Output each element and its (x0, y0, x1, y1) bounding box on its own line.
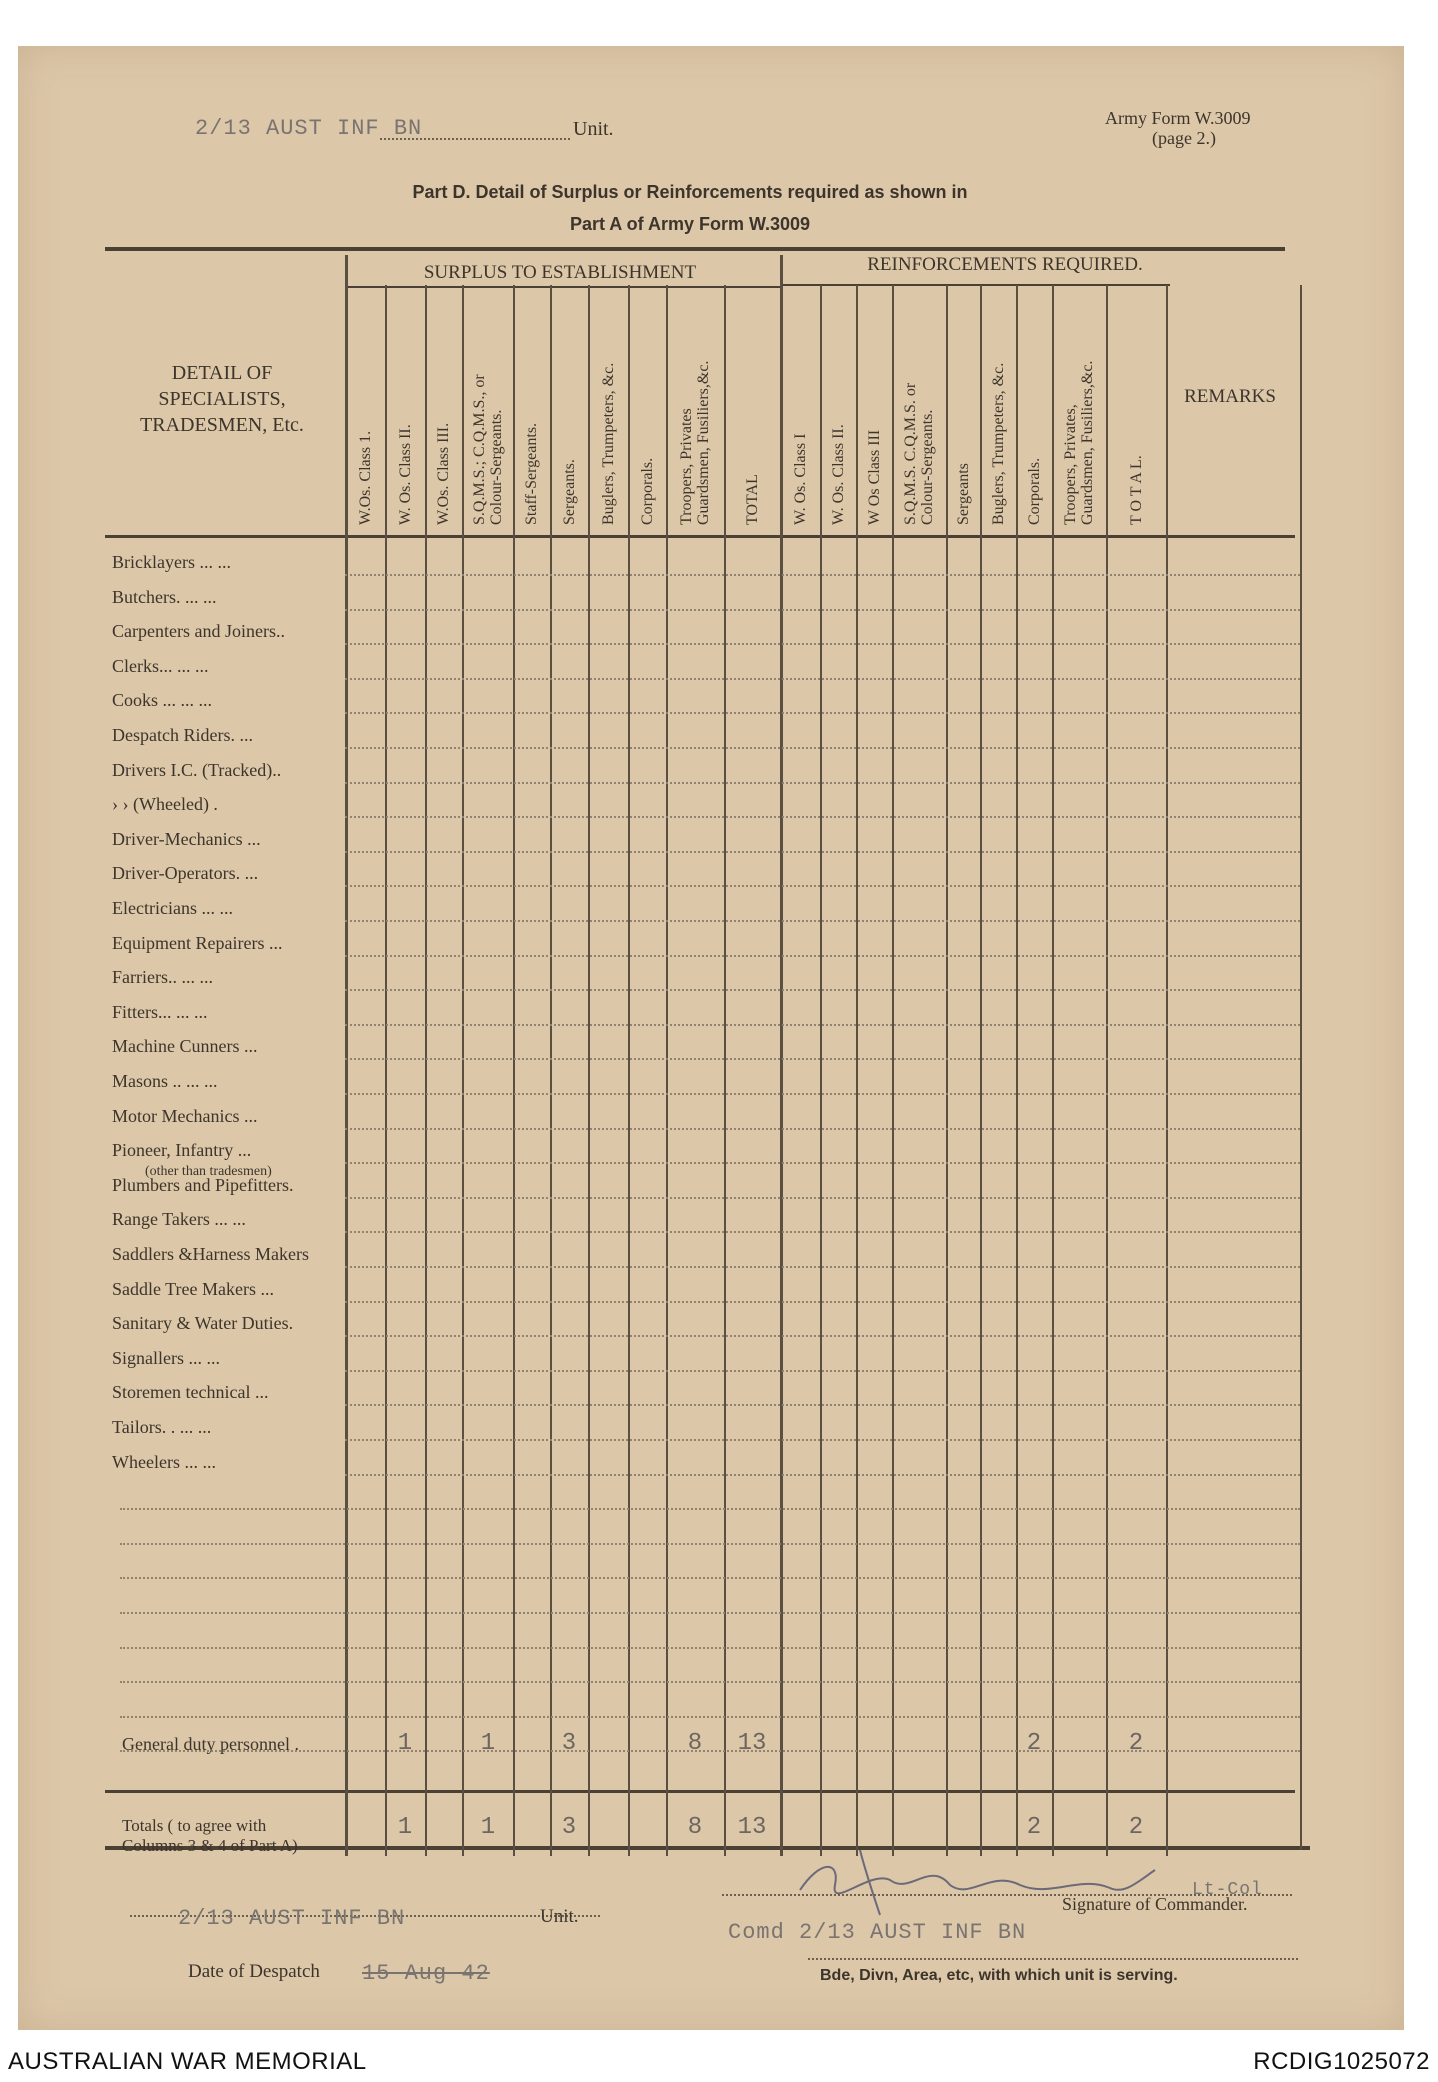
rank-typed: Lt-Col (1192, 1880, 1263, 1900)
row-rule (345, 1128, 1300, 1130)
column-rule (425, 285, 427, 1856)
column-rule (820, 285, 822, 1856)
date-typed: 15 Aug 42 (362, 1961, 490, 1986)
form-page: (page 2.) (1152, 128, 1216, 148)
bde-line (808, 1958, 1298, 1960)
form-number: Army Form W.3009 (1105, 108, 1251, 128)
row-rule (345, 1231, 1300, 1233)
row-rule (345, 747, 1300, 749)
row-rule (345, 885, 1300, 887)
reinf-col-header: Troopers, Privates, Guardsmen, Fusiliers,&c. (1062, 360, 1096, 525)
row-rule (120, 1612, 1300, 1614)
row-rule (345, 920, 1300, 922)
row-rule (345, 1370, 1300, 1372)
row-rule (120, 1681, 1300, 1683)
table-rule (105, 535, 1295, 538)
caption-left: AUSTRALIAN WAR MEMORIAL (8, 2048, 367, 2075)
cell-value: 2 (1128, 1730, 1144, 1757)
surplus-col-header: W.Os. Class 1. (357, 430, 374, 525)
cell-value: 2 (1026, 1814, 1042, 1841)
row-label: Tailors. . ... ... (112, 1417, 212, 1437)
totals-label-line1: Totals ( to agree with (122, 1816, 267, 1835)
row-label: Equipment Repairers ... (112, 932, 283, 953)
row-label: Fitters... ... ... (112, 1001, 208, 1022)
column-rule (856, 285, 858, 1856)
row-label: Range Takers ... ... (112, 1209, 246, 1230)
row-label: Bricklayers ... ... (112, 552, 231, 572)
cell-value: 8 (687, 1730, 703, 1757)
column-rule (980, 285, 982, 1856)
row-label: Signallers ... ... (112, 1347, 220, 1368)
row-label: Despatch Riders. ... (112, 725, 253, 745)
table-rule (105, 247, 1285, 251)
reinf-col-header: Corporals. (1026, 457, 1043, 525)
row-label: Motor Mechanics ... (112, 1105, 258, 1126)
row-rule (120, 1716, 1300, 1718)
surplus-rule (345, 286, 780, 288)
general-duty-label: General duty personnel . (122, 1734, 299, 1754)
row-rule (345, 574, 1300, 576)
row-rule (345, 678, 1300, 680)
table-rule (105, 1790, 1295, 1793)
row-rule (345, 816, 1300, 818)
cell-value: 1 (480, 1730, 496, 1757)
reinf-col-header: W. Os. Class I (792, 433, 809, 525)
row-rule (345, 851, 1300, 853)
row-label: Sanitary & Water Duties. (112, 1313, 294, 1334)
cell-value: 1 (397, 1814, 413, 1841)
totals-label-line2: Columns 3 & 4 of Part A) (122, 1836, 298, 1855)
column-rule (588, 285, 590, 1856)
row-label: Saddle Tree Makers ... (112, 1278, 274, 1299)
row-label: Butchers. ... ... (112, 586, 217, 607)
cell-value: 1 (397, 1730, 413, 1757)
surplus-col-header: Troopers, Privates Guardsmen, Fusiliers,&c. (678, 360, 712, 525)
row-rule (345, 1404, 1300, 1406)
cell-value: 13 (737, 1730, 767, 1757)
row-rule (345, 643, 1300, 645)
row-label: Farriers.. ... ... (112, 967, 213, 988)
row-rule (345, 1335, 1300, 1337)
column-rule (513, 285, 515, 1856)
detail-header: DETAIL OF SPECIALISTS, TRADESMEN, Etc. (140, 362, 304, 436)
column-rule (946, 285, 948, 1856)
row-label: › › (Wheeled) . (112, 794, 218, 815)
remarks-header: REMARKS (1184, 386, 1276, 407)
reinf-col-header: Buglers, Trumpeters, &c. (990, 362, 1007, 525)
reinf-rule (780, 284, 1170, 286)
surplus-col-header: Corporals. (639, 457, 656, 525)
unit-label: Unit. (573, 118, 614, 140)
reinf-col-header: W Os Class III (866, 429, 883, 525)
reinf-col-header: W. Os. Class II. (830, 424, 847, 525)
cell-value: 1 (480, 1814, 496, 1841)
row-label: Wheelers ... ... (112, 1451, 216, 1472)
column-rule (1106, 285, 1108, 1856)
column-rule (1052, 285, 1054, 1856)
column-rule (1300, 285, 1302, 1850)
form-title-line2: Part A of Army Form W.3009 (569, 214, 811, 234)
row-rule (345, 1162, 1300, 1164)
row-label: Storemen technical ... (112, 1382, 269, 1403)
row-rule (345, 782, 1300, 784)
pioneer-note: (other than tradesmen) (145, 1164, 272, 1179)
row-rule (345, 712, 1300, 714)
footer-unit-typed: 2/13 AUST INF BN (178, 1906, 406, 1931)
row-rule (345, 1058, 1300, 1060)
cell-value: 3 (561, 1814, 577, 1841)
reinf-col-header: S.Q.M.S. C.Q.M.S. or Colour-Sergeants. (902, 382, 936, 525)
column-rule (462, 285, 464, 1856)
column-rule (724, 285, 726, 1856)
surplus-col-header: Sergeants. (561, 459, 578, 525)
row-label: Cooks ... ... ... (112, 690, 213, 711)
cell-value: 3 (561, 1730, 577, 1757)
row-label: Driver-Mechanics ... (112, 828, 261, 849)
row-label: Carpenters and Joiners.. (112, 621, 285, 642)
row-rule (345, 1093, 1300, 1095)
row-rule (345, 1301, 1300, 1303)
surplus-col-header: Staff-Sergeants. (523, 422, 540, 525)
row-rule (345, 1439, 1300, 1441)
column-rule (1016, 285, 1018, 1856)
unit-typed: 2/13 AUST INF BN (195, 116, 423, 141)
surplus-col-header: W. Os. Class II. (397, 424, 414, 525)
row-label: Clerks... ... ... (112, 655, 209, 676)
row-rule (120, 1508, 1300, 1510)
column-rule (385, 285, 387, 1856)
row-rule (345, 955, 1300, 957)
row-label: Driver-Operators. ... (112, 863, 259, 884)
date-label: Date of Despatch (188, 1961, 320, 1982)
row-rule (345, 609, 1300, 611)
caption-right: RCDIG1025072 (1253, 2048, 1430, 2075)
row-rule (345, 1474, 1300, 1476)
reinf-col-header: Sergeants (955, 463, 972, 525)
row-label: Saddlers &Harness Makers (112, 1244, 309, 1264)
row-rule (345, 1024, 1300, 1026)
row-label: Plumbers and Pipefitters. (112, 1174, 294, 1195)
column-rule (666, 285, 668, 1856)
commander-typed: Comd 2/13 AUST INF BN (728, 1920, 1027, 1945)
bde-label: Bde, Divn, Area, etc, with which unit is serving. (820, 1967, 1178, 1984)
column-rule (892, 285, 894, 1856)
surplus-col-header: Buglers, Trumpeters, &c. (600, 362, 617, 525)
form-title-line1: Part D. Detail of Surplus or Reinforcements required as shown in (412, 182, 968, 202)
reinforcements-header: REINFORCEMENTS REQUIRED. (867, 254, 1143, 275)
cell-value: 8 (687, 1814, 703, 1841)
row-rule (120, 1577, 1300, 1579)
row-label: Pioneer, Infantry ... (112, 1140, 252, 1161)
footer-unit-label: Unit. (540, 1906, 579, 1927)
cell-value: 2 (1026, 1730, 1042, 1757)
cell-value: 13 (737, 1814, 767, 1841)
row-rule (345, 1266, 1300, 1268)
row-label: Machine Cunners ... (112, 1036, 258, 1057)
row-label: Drivers I.C. (Tracked).. (112, 759, 282, 780)
signature-label: Signature of Commander. (1062, 1894, 1248, 1914)
surplus-col-header: W.Os. Class III. (435, 422, 452, 525)
row-rule (345, 1197, 1300, 1199)
surplus-col-header: TOTAL (744, 474, 761, 525)
column-rule (550, 285, 552, 1856)
row-rule (345, 989, 1300, 991)
row-rule (120, 1543, 1300, 1545)
reinf-col-header: T O T A L. (1128, 455, 1145, 525)
cell-value: 2 (1128, 1814, 1144, 1841)
row-label: Masons .. ... ... (112, 1071, 218, 1091)
unit-dotted-line (380, 138, 570, 140)
column-rule (628, 285, 630, 1856)
row-rule (120, 1647, 1300, 1649)
surplus-header: SURPLUS TO ESTABLISHMENT (423, 262, 697, 283)
column-rule (1166, 285, 1168, 1856)
column-rule (345, 255, 348, 1856)
column-rule (780, 255, 783, 1856)
surplus-col-header: S.Q.M.S.; C.Q.M.S., or Colour-Sergeants. (471, 374, 505, 525)
row-label: Electricians ... ... (112, 898, 233, 918)
